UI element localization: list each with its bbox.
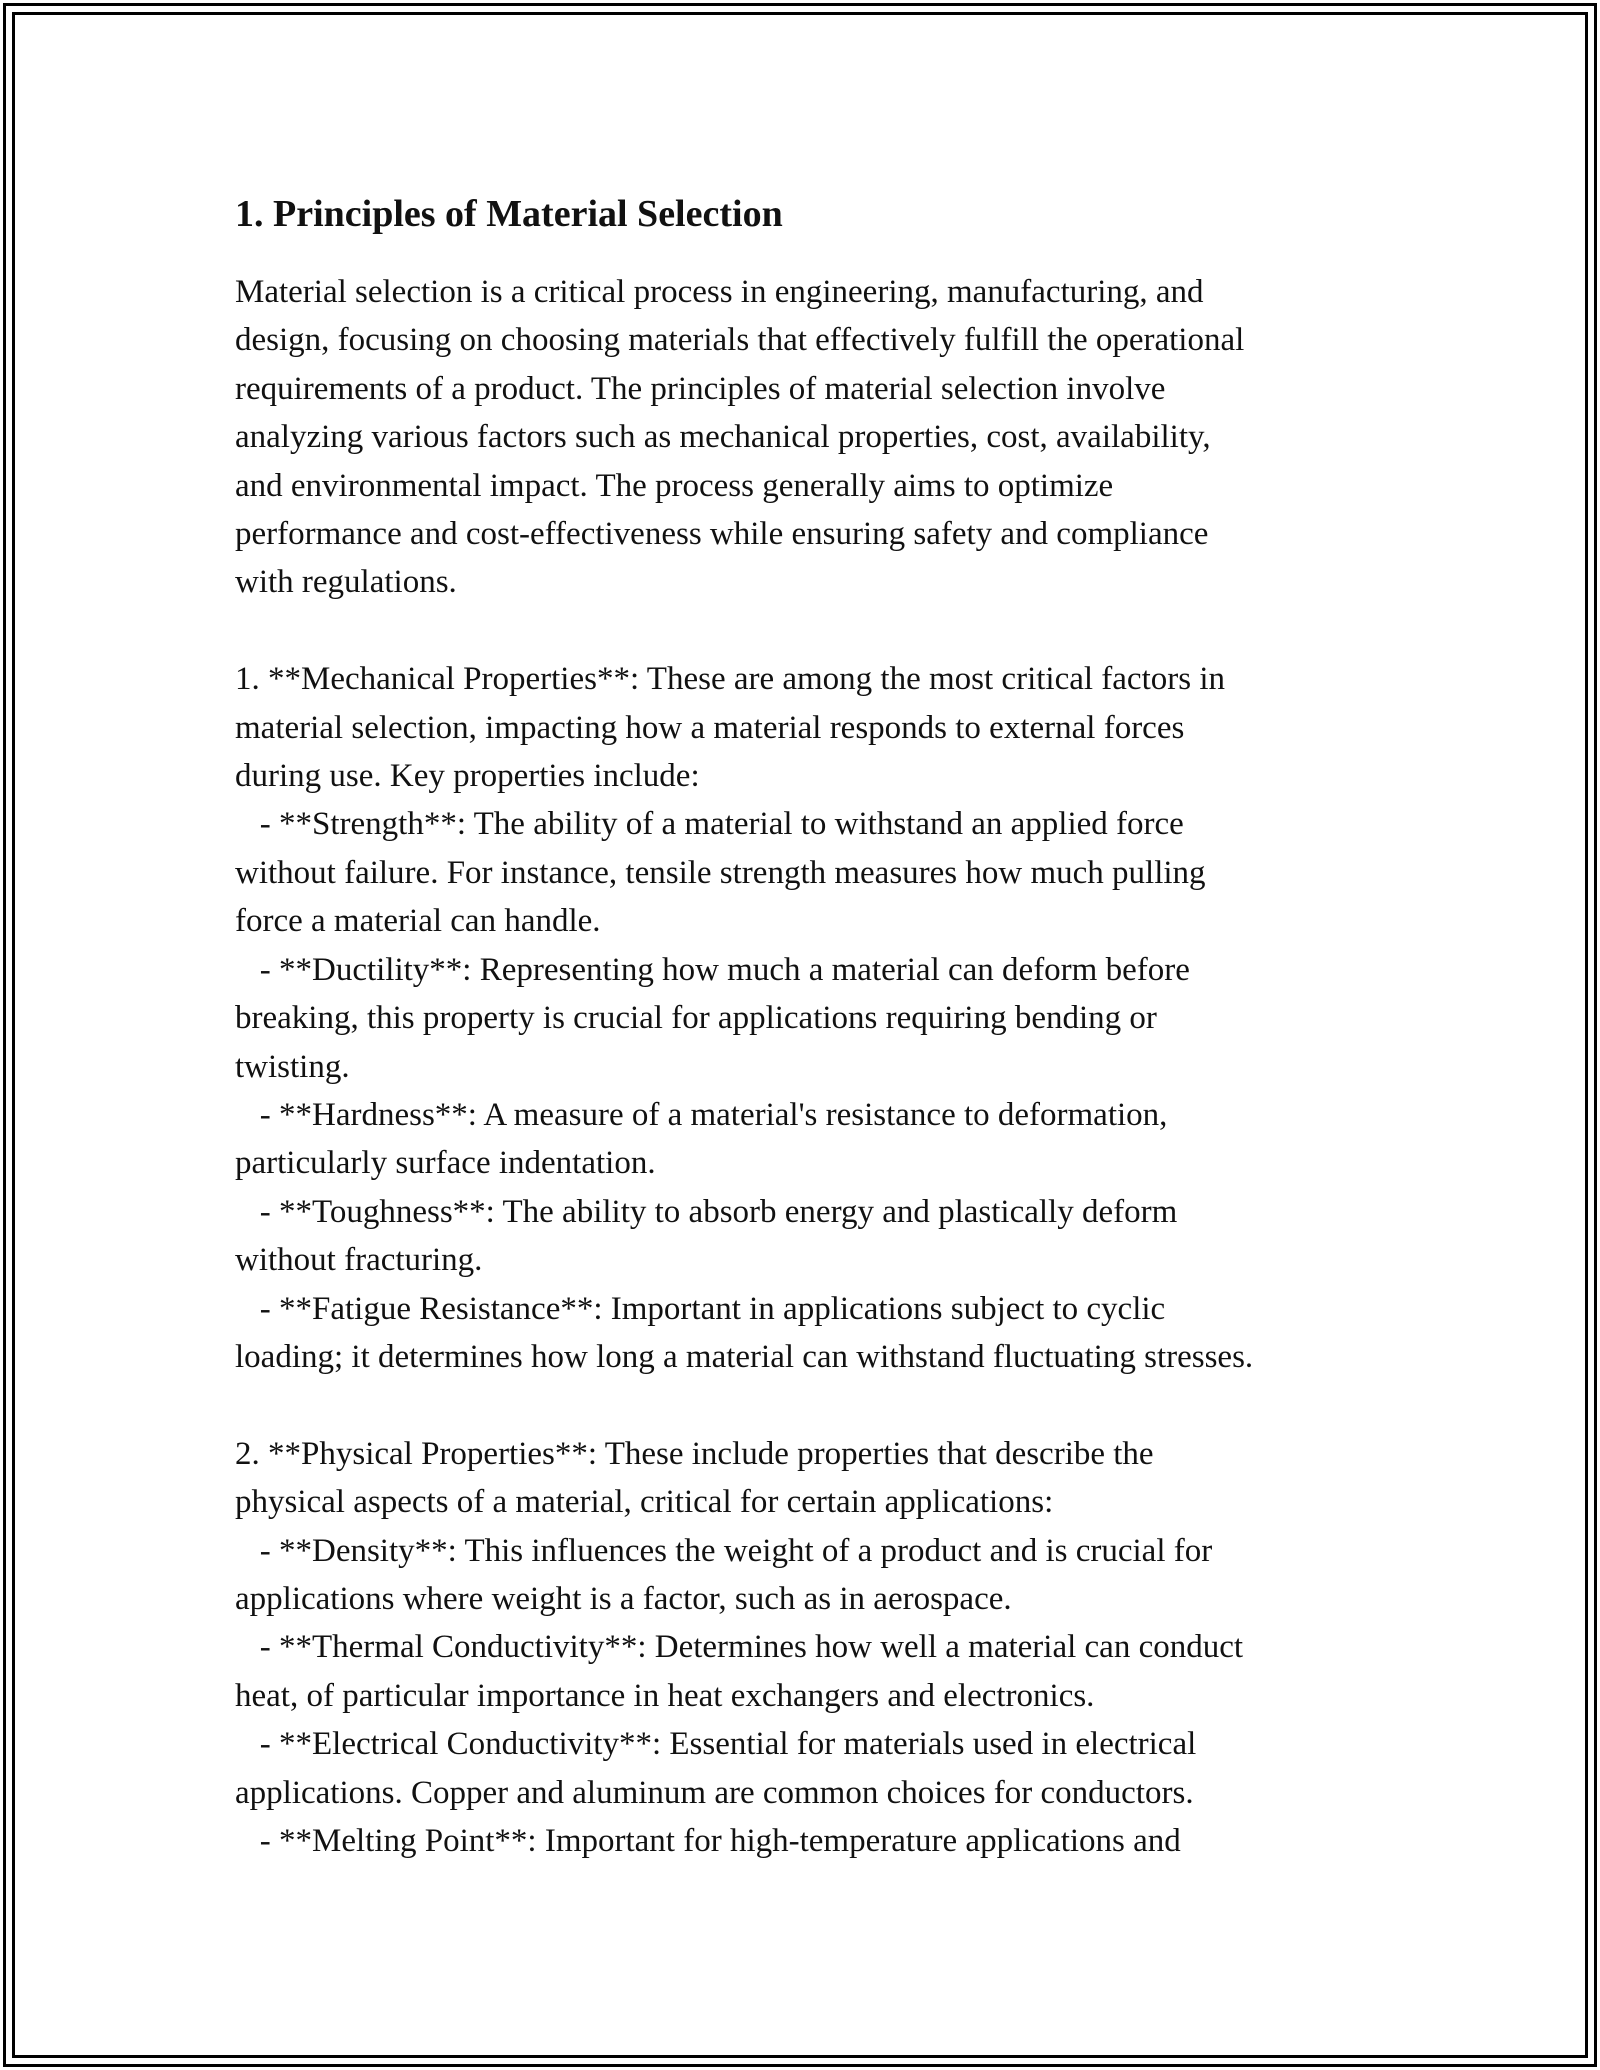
body-text: Material selection is a critical process in engineering, manufacturing, and design, focusing on choosing materials that effectively fulfill the operational requirements of a product. The principles of material selection involve analyzing various factors such as mechanical properties, cost, availability, and environmental impact. The process generally aims to optimize performance and cost-effectiveness while ensuring safety and compliance with regulations. 1. **Mechanical Properties**: These are among the most critical factors in material selection, impacting how a material responds to external forces during use. Key properties include: - **Strength**: The ability of a material to withstand an applied force without failure. For instance, tensile strength measures how much pulling force a material can handle. - **Ductility**: Representing how much a material can deform before breaking, this property is crucial for applications requiring bending or twisting. - **Hardness**: A measure of a material's resistance to deformation, particularly surface indentation. - **Toughness**: The ability to absorb energy and plastically deform without fracturing. - **Fatigue Resistance**: Important in applications subject to cyclic loading; it determines how long a material can withstand fluctuating stresses. 2. **Physical Properties**: These include properties that describe the physical aspects of a material, critical for certain applications: - **Density**: This influences the weight of a product and is crucial for applications where weight is a factor, such as in aerospace. - **Thermal Conductivity**: Determines how well a material can conduct heat, of particular importance in heat exchangers and electronics. - **Electrical Conductivity**: Essential for materials used in electrical applications. Copper and aluminum are common choices for conductors. - **Melting Point**: Important for high-temperature applications and bbox=[235, 274, 1254, 1859]
section-heading: 1. Principles of Material Selection bbox=[235, 193, 783, 235]
document-page bbox=[235, 188, 1385, 1865]
